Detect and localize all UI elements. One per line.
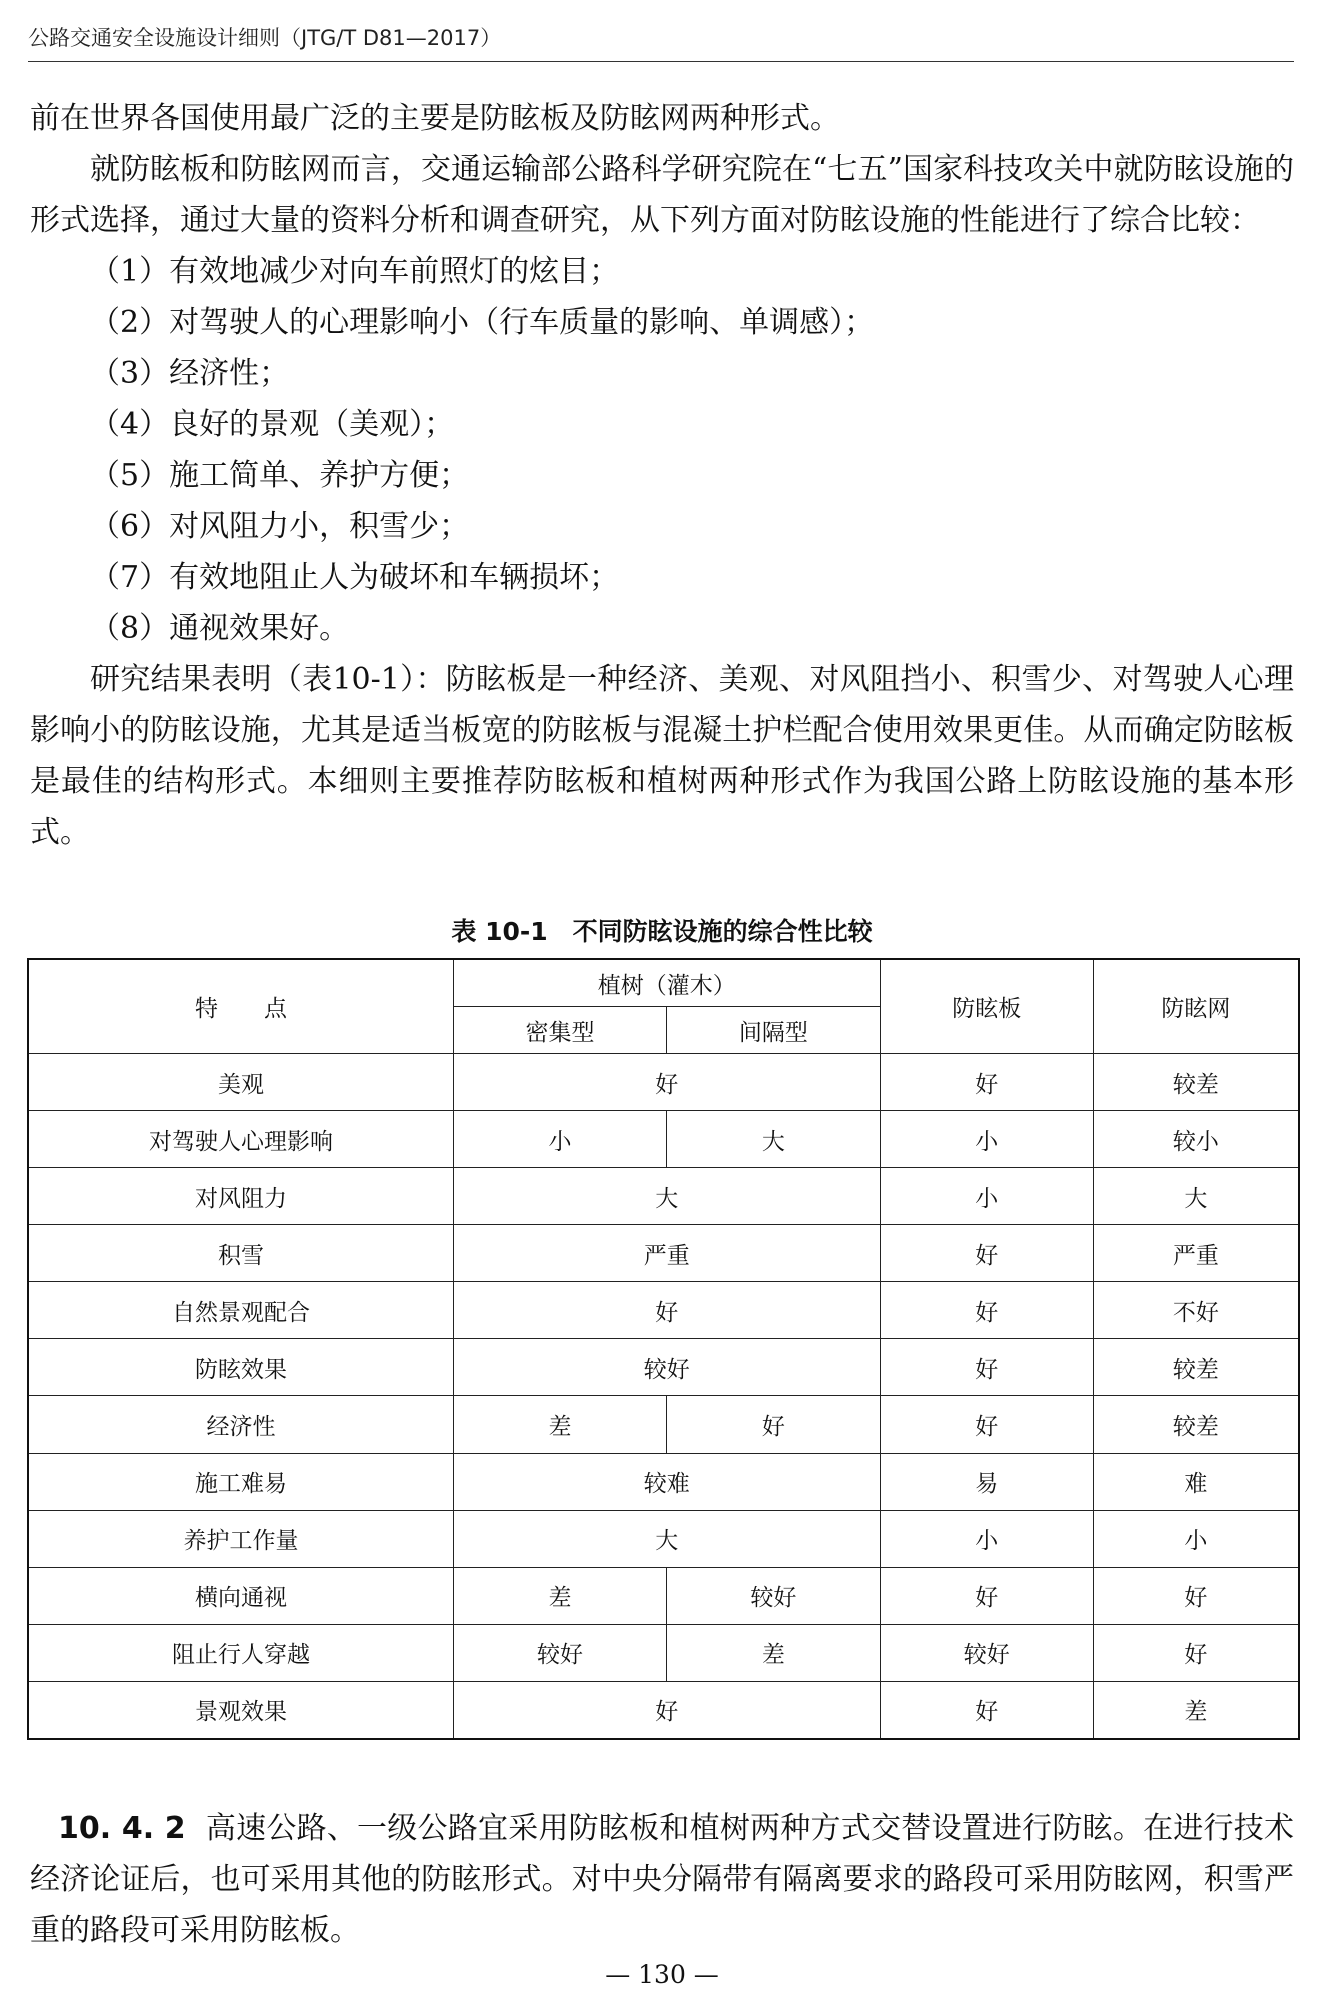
cell-net: 差: [1093, 1681, 1299, 1739]
cell-net: 较差: [1093, 1396, 1299, 1453]
header-spaced: 间隔型: [667, 1007, 880, 1054]
list-item: （7）有效地阻止人为破坏和车辆损坏；: [90, 560, 620, 595]
list-item: （8）通视效果好。: [90, 611, 350, 646]
clause-text: 高速公路、一级公路宜采用防眩板和植树两种方式交替设置进行防眩。在进行技术经济论证后，也可采用其他的防眩形式。对中央分隔带有隔离要求的路段可采用防眩网，积雪严重的路段可采用防眩板。: [30, 1811, 1295, 1948]
list-item: （2）对驾驶人的心理影响小（行车质量的影响、单调感）；: [90, 305, 875, 340]
table-row: [28, 1168, 1299, 1225]
table-row: [28, 1282, 1299, 1339]
table-row: [28, 1111, 1299, 1168]
cell-board: 好: [880, 1681, 1093, 1739]
list-item: （1）有效地减少对向车前照灯的炫目；: [90, 254, 620, 289]
table-header-row: [28, 959, 1299, 1007]
cell-spaced: 差: [667, 1624, 880, 1681]
clause-number: 10. 4. 2: [58, 1811, 186, 1846]
table-row: [28, 1396, 1299, 1453]
cell-net: 不好: [1093, 1282, 1299, 1339]
table-row: [28, 1681, 1299, 1739]
paragraph-research-result: 研究结果表明（表10-1）：防眩板是一种经济、美观、对风阻挡小、积雪少、对驾驶人心理影响小的防眩设施，尤其是适当板宽的防眩板与混凝土护栏配合使用效果更佳。从而确定防眩板是最佳的结构形式。本细则主要推荐防眩板和植树两种形式作为我国公路上防眩设施的基本形式。: [30, 662, 1294, 850]
cell-feature: 养护工作量: [28, 1510, 453, 1567]
paragraph-continued: 前在世界各国使用最广泛的主要是防眩板及防眩网两种形式。: [30, 101, 840, 136]
cell-feature: 横向通视: [28, 1567, 453, 1624]
list-item: （4）良好的景观（美观）；: [90, 407, 455, 442]
table-row: [28, 1624, 1299, 1681]
page-number: — 130 —: [605, 1960, 719, 1989]
cell-dense: 差: [453, 1396, 666, 1453]
table-row: [28, 1225, 1299, 1282]
cell-spaced: 好: [667, 1396, 880, 1453]
cell-net: 好: [1093, 1567, 1299, 1624]
cell-dense: 小: [453, 1111, 666, 1168]
header-glare-board: 防眩板: [880, 959, 1093, 1054]
cell-feature: 阻止行人穿越: [28, 1624, 453, 1681]
cell-feature: 防眩效果: [28, 1339, 453, 1396]
cell-feature: 积雪: [28, 1225, 453, 1282]
cell-spaced: 较好: [667, 1567, 880, 1624]
cell-trees: 好: [453, 1681, 880, 1739]
cell-net: 难: [1093, 1453, 1299, 1510]
cell-net: 小: [1093, 1510, 1299, 1567]
table-row: [28, 1054, 1299, 1111]
cell-feature: 对风阻力: [28, 1168, 453, 1225]
table-row: [28, 1510, 1299, 1567]
clause-10-4-2: [30, 1803, 1294, 1956]
cell-board: 小: [880, 1168, 1093, 1225]
cell-feature: 景观效果: [28, 1681, 453, 1739]
cell-board: 好: [880, 1567, 1093, 1624]
table-row: [28, 1453, 1299, 1510]
cell-spaced: 大: [667, 1111, 880, 1168]
cell-trees: 较难: [453, 1453, 880, 1510]
cell-trees: 较好: [453, 1339, 880, 1396]
cell-trees: 好: [453, 1282, 880, 1339]
cell-board: 小: [880, 1111, 1093, 1168]
table-row: [28, 1567, 1299, 1624]
paragraph-comparison-intro: 就防眩板和防眩网而言，交通运输部公路科学研究院在“七五”国家科技攻关中就防眩设施的形式选择，通过大量的资料分析和调查研究，从下列方面对防眩设施的性能进行了综合比较：: [30, 152, 1294, 238]
list-item: （3）经济性；: [90, 356, 290, 391]
cell-board: 易: [880, 1453, 1093, 1510]
cell-trees: 大: [453, 1168, 880, 1225]
header-glare-net: 防眩网: [1093, 959, 1299, 1054]
table-caption: 表 10-1 不同防眩设施的综合性比较: [451, 917, 873, 946]
running-header: 公路交通安全设施设计细则（JTG/T D81—2017）: [28, 22, 1294, 62]
cell-net: 好: [1093, 1624, 1299, 1681]
body-text: [30, 93, 1294, 858]
cell-feature: 美观: [28, 1054, 453, 1111]
cell-feature: 自然景观配合: [28, 1282, 453, 1339]
cell-trees: 大: [453, 1510, 880, 1567]
cell-trees: 好: [453, 1054, 880, 1111]
cell-feature: 施工难易: [28, 1453, 453, 1510]
table-row: [28, 1339, 1299, 1396]
cell-net: 大: [1093, 1168, 1299, 1225]
header-feature: 特 点: [28, 959, 453, 1054]
cell-trees: 严重: [453, 1225, 880, 1282]
cell-net: 较小: [1093, 1111, 1299, 1168]
cell-board: 好: [880, 1225, 1093, 1282]
header-dense: 密集型: [453, 1007, 666, 1054]
list-item: （5）施工简单、养护方便；: [90, 458, 470, 493]
cell-board: 小: [880, 1510, 1093, 1567]
cell-board: 好: [880, 1339, 1093, 1396]
list-item: （6）对风阻力小，积雪少；: [90, 509, 470, 544]
cell-feature: 经济性: [28, 1396, 453, 1453]
cell-board: 好: [880, 1054, 1093, 1111]
comparison-table: [27, 958, 1300, 1740]
cell-net: 较差: [1093, 1054, 1299, 1111]
cell-board: 较好: [880, 1624, 1093, 1681]
cell-dense: 差: [453, 1567, 666, 1624]
header-trees: 植树（灌木）: [453, 959, 880, 1007]
cell-dense: 较好: [453, 1624, 666, 1681]
cell-feature: 对驾驶人心理影响: [28, 1111, 453, 1168]
cell-net: 严重: [1093, 1225, 1299, 1282]
cell-net: 较差: [1093, 1339, 1299, 1396]
cell-board: 好: [880, 1396, 1093, 1453]
cell-board: 好: [880, 1282, 1093, 1339]
